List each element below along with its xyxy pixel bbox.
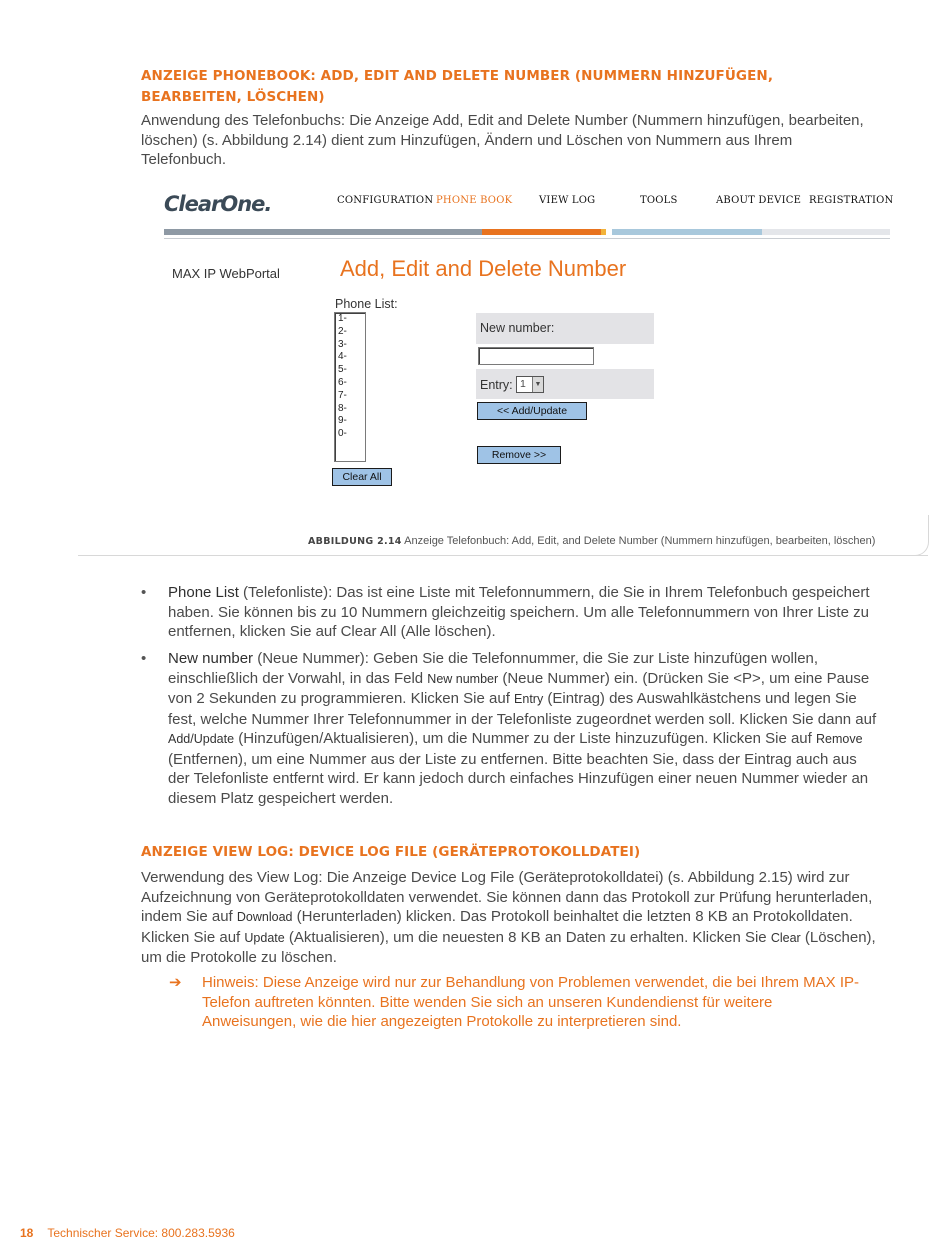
nav-bar-segment — [164, 229, 482, 235]
clear-all-button[interactable]: Clear All — [332, 468, 392, 486]
phone-list-item[interactable]: 9- — [338, 415, 347, 427]
remove-button[interactable]: Remove >> — [477, 446, 561, 464]
phone-list-item[interactable]: 8- — [338, 402, 347, 414]
nav-bar-active-segment — [482, 229, 601, 235]
inline-ui-term: Entry — [514, 692, 544, 706]
entry-label: Entry: — [480, 378, 513, 392]
add-update-button[interactable]: << Add/Update — [477, 402, 587, 420]
phone-list-item[interactable]: 0- — [338, 428, 347, 440]
note-block — [169, 973, 869, 1032]
inline-ui-term: Remove — [815, 732, 863, 746]
phonebook-intro-paragraph: Anwendung des Telefonbuchs: Die Anzeige Add, Edit and Delete Number (Nummern hinzufügen, bearbeiten, löschen) (s. Abbildung 2.14) dient zum Hinzufügen, Ändern und Löschen von Nummern aus Ihrem Telefonbuch. — [141, 112, 864, 168]
phone-list-item[interactable]: 3- — [338, 338, 347, 350]
section-divider — [78, 555, 928, 556]
page-title: Add, Edit and Delete Number — [340, 256, 627, 281]
bullet-text: (Hinzufügen/Aktualisieren), um die Nummer zu der Liste hinzuzufügen. Klicken Sie auf — [234, 730, 816, 747]
chevron-down-icon[interactable]: ▼ — [532, 377, 543, 392]
phone-list-item[interactable]: 2- — [338, 325, 347, 337]
caption-text: Anzeige Telefonbuch: Add, Edit, and Delete Number (Nummern hinzufügen, bearbeiten, löschen) — [404, 535, 876, 547]
bullet-text: (Neue Nummer) ein. (Drücken Sie <P>, um eine Pause von 2 Sekunden zu programmieren. Klicken Sie auf — [168, 669, 870, 707]
bullet-term: New number — [168, 650, 254, 667]
new-number-label: New number: — [480, 321, 555, 335]
arrow-right-icon: ➔ — [169, 974, 182, 991]
inline-ui-term: Clear — [770, 930, 801, 945]
nav-configuration[interactable]: CONFIGURATION — [337, 195, 434, 206]
nav-registration[interactable]: REGISTRATION — [809, 195, 894, 206]
figure-caption — [308, 535, 875, 547]
phone-list-item[interactable]: 1- — [338, 313, 347, 324]
bullet-text: (Neue Nummer): Geben Sie die Telefonnummer, die Sie zur Liste hinzufügen wollen, einschließlich der Vorwahl, in das Feld — [168, 650, 819, 687]
bullet-new-number — [141, 649, 881, 808]
section-divider-curve — [900, 515, 929, 556]
new-number-field[interactable] — [478, 347, 594, 365]
section-heading-phonebook: ANZEIGE PHONEBOOK: ADD, EDIT AND DELETE NUMBER (NUMMERN HINZUFÜGEN, BEARBEITEN, LÖSCHEN) — [141, 68, 774, 105]
phone-list-item[interactable]: 7- — [338, 389, 347, 401]
view-log-paragraph: Verwendung des View Log: Die Anzeige Device Log File (Geräteprotokolldatei) (s. Abbildung 2.15) wird zur Aufzeichnung von Geräteprotokolldaten verwendet. Sie können dann das Protokoll zur Prüfung herunterladen, indem Sie auf Download (Herunterladen) klicken. Das Protokoll beinhaltet die letzten 8 KB an Protokolldaten. Klicken Sie auf Update (Aktualisieren), um die neuesten 8 KB an Daten zu erhalten. Klicken Sie Clear (Löschen), um die Protokolle zu löschen. — [141, 869, 876, 966]
footer-text: Technischer Service: 800.283.5936 — [47, 1226, 235, 1240]
nav-view-log[interactable]: VIEW LOG — [539, 195, 596, 206]
page-footer — [20, 1226, 235, 1240]
note-text: Diese Anzeige wird nur zur Behandlung von Problemen verwendet, die bei Ihrem MAX IP-Telefon auftreten könnten. Bitte wenden Sie sich an unseren Kundendienst für weitere Anweisungen, wie die hier angezeigten Protokolle zu interpretieren sind. — [202, 974, 860, 1030]
phone-list-item[interactable]: 5- — [338, 364, 347, 376]
phonebook-screenshot — [160, 180, 895, 500]
phone-list-box[interactable] — [334, 312, 366, 462]
inline-ui-term: Download — [236, 910, 293, 924]
nav-phone-book[interactable]: PHONE BOOK — [436, 195, 513, 206]
entry-select-value: 1 — [520, 378, 526, 390]
entry-select[interactable] — [516, 376, 544, 393]
nav-tools[interactable]: TOOLS — [640, 195, 678, 206]
nav-bar-segment — [762, 229, 890, 235]
note-label: Hinweis: — [202, 974, 259, 991]
phone-list-label: Phone List: — [335, 297, 398, 311]
inline-ui-term: New number — [427, 671, 499, 686]
inline-ui-term: Add/Update — [168, 732, 235, 746]
bullet-text: (Entfernen), um eine Nummer aus der Liste zu entfernen. Bitte beachten Sie, dass der Eintrag auch aus der Telefonliste entfernt wird. Er kann jedoch durch einfaches Hinzufügen einer neuen Nummer wieder an diesem Platz gespeichert werden. — [168, 750, 869, 807]
bullet-dot-icon: • — [141, 584, 147, 601]
phone-list-item[interactable]: 4- — [338, 351, 347, 363]
page-number: 18 — [20, 1226, 34, 1240]
nav-bar-segment — [601, 229, 606, 235]
bullet-text: (Telefonliste): Das ist eine Liste mit Telefonnummern, die Sie in Ihrem Telefonbuch gespeichert haben. Sie können bis zu 10 Nummern gleichzeitig speichern. Um alle Telefonnummern von Ihrer Liste zu entfernen, klicken Sie auf Clear All (Alle löschen). — [168, 584, 870, 640]
bullet-term: Phone List — [168, 584, 239, 601]
nav-about-device[interactable]: ABOUT DEVICE — [716, 195, 802, 206]
clearone-logo: ClearOne. — [164, 192, 272, 216]
phone-list-item[interactable]: 6- — [338, 376, 347, 388]
nav-bar-segment — [612, 229, 762, 235]
bullet-text: (Eintrag) des Auswahlkästchens und legen Sie fest, welche Nummer Ihrer Telefonnummer in der Telefonliste zugeordnet werden soll. Klicken Sie dann auf — [168, 690, 877, 728]
section-heading-view-log: ANZEIGE VIEW LOG: DEVICE LOG FILE (GERÄTEPROTOKOLLDATEI) — [141, 844, 641, 860]
inline-ui-term: Update — [244, 930, 285, 945]
caption-label: ABBILDUNG 2.14 — [308, 536, 402, 547]
portal-label: MAX IP WebPortal — [172, 266, 280, 281]
nav-divider — [164, 238, 890, 239]
bullet-phone-list — [141, 583, 881, 642]
bullet-dot-icon: • — [141, 650, 147, 667]
